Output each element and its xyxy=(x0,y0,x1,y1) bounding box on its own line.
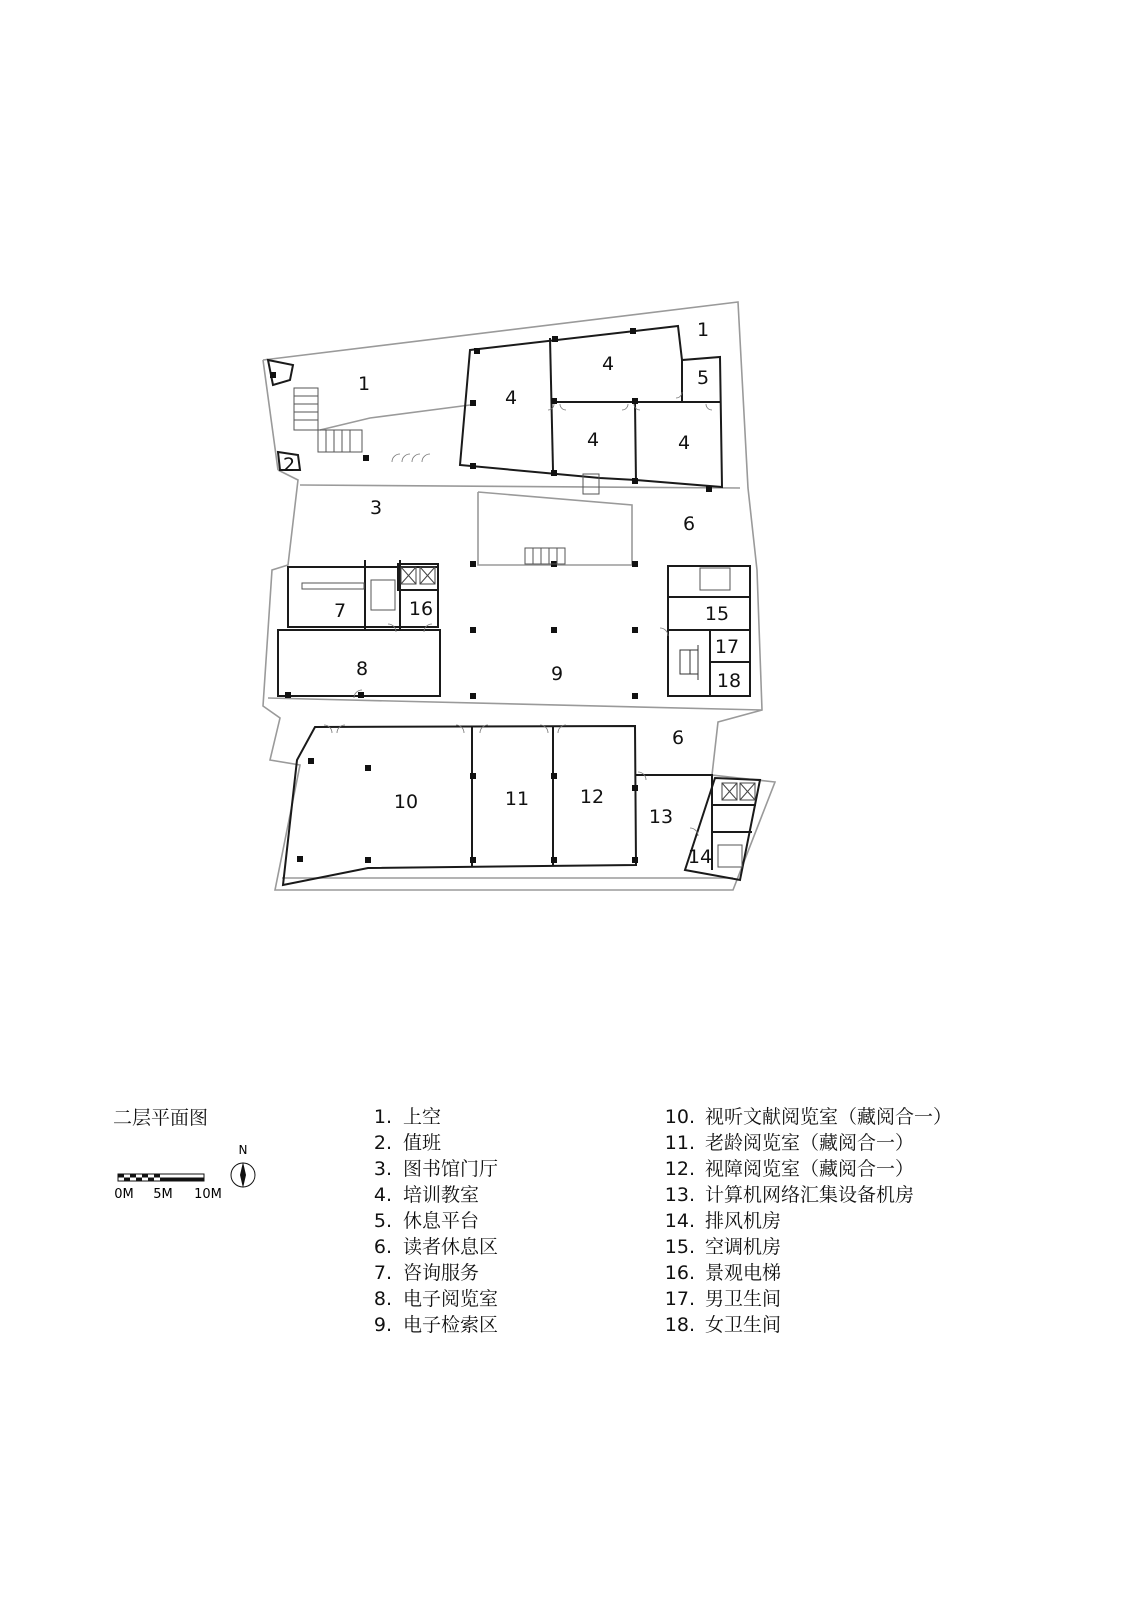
legend-item-number: 17. xyxy=(664,1288,695,1310)
legend-item-label: 电子检索区 xyxy=(403,1314,499,1336)
legend-item-label: 培训教室 xyxy=(403,1184,480,1206)
room-label: 18 xyxy=(716,670,742,692)
legend-item-number: 4. xyxy=(373,1184,392,1206)
structural-columns xyxy=(270,328,712,863)
legend-item xyxy=(655,1130,952,1156)
legend-item-number: 5. xyxy=(373,1210,392,1232)
legend-item-label: 老龄阅览室（藏阅合一） xyxy=(705,1132,915,1154)
legend-item-number: 10. xyxy=(664,1106,695,1128)
legend-item xyxy=(655,1104,952,1130)
legend-column-2 xyxy=(655,1104,952,1338)
legend-item xyxy=(655,1208,952,1234)
legend-item-label: 上空 xyxy=(403,1106,442,1128)
legend-item-label: 景观电梯 xyxy=(705,1262,782,1284)
room-label: 4 xyxy=(504,387,518,409)
legend-item xyxy=(655,1156,952,1182)
legend-item-number: 12. xyxy=(664,1158,695,1180)
legend-item-number: 2. xyxy=(373,1132,392,1154)
room-label: 6 xyxy=(671,727,685,749)
legend-item-label: 视听文献阅览室（藏阅合一） xyxy=(705,1106,953,1128)
room-label: 7 xyxy=(333,600,347,622)
scale-label-0: 0M xyxy=(114,1187,134,1202)
door-swings xyxy=(324,392,712,836)
legend-item-label: 图书馆门厅 xyxy=(403,1158,499,1180)
legend-item-number: 7. xyxy=(373,1262,392,1284)
legend-item-number: 18. xyxy=(664,1314,695,1336)
legend-item-number: 9. xyxy=(373,1314,392,1336)
legend-item-number: 1. xyxy=(373,1106,392,1128)
legend-item xyxy=(366,1208,498,1234)
room-label: 1 xyxy=(696,319,710,341)
room-label: 4 xyxy=(601,353,615,375)
elevator-symbols xyxy=(401,567,755,800)
room-label: 14 xyxy=(687,846,713,868)
legend-item-number: 8. xyxy=(373,1288,392,1310)
legend-item-number: 14. xyxy=(664,1210,695,1232)
legend-item-label: 视障阅览室（藏阅合一） xyxy=(705,1158,915,1180)
room-label: 11 xyxy=(504,788,530,810)
scale-ruler xyxy=(118,1174,204,1181)
legend-item-label: 空调机房 xyxy=(705,1236,782,1258)
legend-item-number: 6. xyxy=(373,1236,392,1258)
north-arrow-icon xyxy=(231,1143,255,1188)
room-label: 12 xyxy=(579,786,605,808)
legend-item-number: 11. xyxy=(664,1132,695,1154)
legend-item-label: 休息平台 xyxy=(403,1210,480,1232)
legend-item xyxy=(366,1286,498,1312)
room-label: 15 xyxy=(704,603,730,625)
room-label: 6 xyxy=(682,513,696,535)
scale-label-5: 5M xyxy=(153,1187,173,1202)
legend-item-number: 3. xyxy=(373,1158,392,1180)
legend-item xyxy=(655,1260,952,1286)
legend-item xyxy=(366,1312,498,1338)
room-label: 1 xyxy=(357,373,371,395)
legend-item xyxy=(366,1234,498,1260)
legend-item xyxy=(366,1130,498,1156)
room-label: 13 xyxy=(648,806,674,828)
legend-item-label: 男卫生间 xyxy=(705,1288,782,1310)
room-label: 3 xyxy=(369,497,383,519)
legend-item xyxy=(366,1182,498,1208)
legend-item xyxy=(366,1104,498,1130)
legend-item-label: 值班 xyxy=(403,1132,442,1154)
room-label: 16 xyxy=(408,598,434,620)
legend-item xyxy=(655,1234,952,1260)
room-label: 17 xyxy=(714,636,740,658)
plan-title: 二层平面图 xyxy=(113,1107,209,1129)
legend-item-number: 15. xyxy=(664,1236,695,1258)
legend-item-label: 读者休息区 xyxy=(403,1236,499,1258)
legend-item xyxy=(655,1182,952,1208)
room-label: 5 xyxy=(696,367,710,389)
legend-item xyxy=(366,1156,498,1182)
legend-item xyxy=(655,1312,952,1338)
legend-item-label: 计算机网络汇集设备机房 xyxy=(705,1184,915,1206)
legend-item-label: 女卫生间 xyxy=(705,1314,782,1336)
north-label: N xyxy=(238,1143,248,1157)
restroom-fixtures xyxy=(680,645,698,680)
room-label: 2 xyxy=(282,454,296,476)
scale-bar xyxy=(110,1140,270,1210)
legend-item-label: 咨询服务 xyxy=(403,1262,480,1284)
legend-column-1 xyxy=(366,1104,498,1338)
scale-label-10: 10M xyxy=(194,1187,222,1202)
room-label: 4 xyxy=(677,432,691,454)
legend-item-label: 电子阅览室 xyxy=(403,1288,499,1310)
room-label: 8 xyxy=(355,658,369,680)
legend-item xyxy=(366,1260,498,1286)
room-label: 10 xyxy=(393,791,419,813)
legend-item-number: 16. xyxy=(664,1262,695,1284)
legend-item xyxy=(655,1286,952,1312)
legend-item-number: 13. xyxy=(664,1184,695,1206)
room-label: 4 xyxy=(586,429,600,451)
legend-item-label: 排风机房 xyxy=(705,1210,782,1232)
room-label: 9 xyxy=(550,663,564,685)
